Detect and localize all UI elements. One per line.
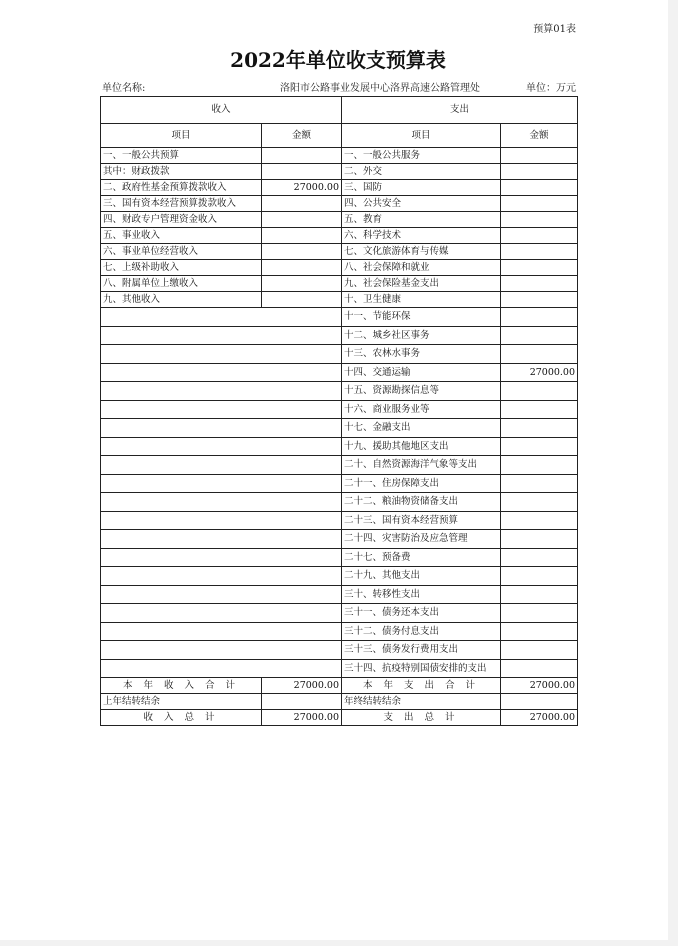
table-row — [101, 400, 578, 419]
income-amount-cell — [262, 148, 342, 164]
expense-item-cell: 二十四、灾害防治及应急管理 — [342, 530, 501, 549]
income-item-cell: 六、事业单位经营收入 — [101, 244, 262, 260]
expense-amount-cell — [501, 148, 578, 164]
table-row — [101, 308, 578, 327]
expense-item-cell: 二十九、其他支出 — [342, 567, 501, 586]
year-income-amount: 27000.00 — [262, 678, 342, 694]
income-empty-cell — [101, 382, 342, 401]
carry-in-label: 上年结转结余 — [101, 694, 262, 710]
income-item-cell: 八、附属单位上缴收入 — [101, 276, 262, 292]
table-row — [101, 244, 578, 260]
income-empty-cell — [101, 437, 342, 456]
expense-item-cell: 八、社会保障和就业 — [342, 260, 501, 276]
expense-amount-cell — [501, 585, 578, 604]
expense-item-cell: 三十、转移性支出 — [342, 585, 501, 604]
currency-unit: 单位：万元 — [526, 83, 576, 94]
table-row — [101, 437, 578, 456]
income-item-cell: 三、国有资本经营预算拨款收入 — [101, 196, 262, 212]
expense-item-cell: 十二、城乡社区事务 — [342, 326, 501, 345]
table-row — [101, 604, 578, 623]
table-row — [101, 585, 578, 604]
income-empty-cell — [101, 530, 342, 549]
unit-name-value: 洛阳市公路事业发展中心洛界高速公路管理处 — [280, 83, 480, 94]
year-total-row — [101, 678, 578, 694]
table-row — [101, 345, 578, 364]
expense-item-cell: 二、外交 — [342, 164, 501, 180]
section-header-row — [101, 97, 578, 124]
expense-item-cell: 四、公共安全 — [342, 196, 501, 212]
table-row — [101, 276, 578, 292]
expense-amount-cell — [501, 567, 578, 586]
page-title: 2022年单位收支预算表 — [230, 48, 446, 72]
expense-amount-cell — [501, 228, 578, 244]
expense-amount-cell — [501, 456, 578, 475]
income-empty-cell — [101, 345, 342, 364]
income-empty-cell — [101, 419, 342, 438]
year-expense-amount: 27000.00 — [501, 678, 578, 694]
expense-item-cell: 三十二、债务付息支出 — [342, 622, 501, 641]
table-row — [101, 196, 578, 212]
year-expense-label: 本 年 支 出 合 计 — [342, 678, 501, 694]
income-item-header: 项目 — [101, 124, 262, 148]
table-row — [101, 641, 578, 660]
expense-item-cell: 五、教育 — [342, 212, 501, 228]
income-amount-cell — [262, 196, 342, 212]
expense-item-header: 项目 — [342, 124, 501, 148]
expense-amount-cell — [501, 437, 578, 456]
table-row — [101, 511, 578, 530]
expense-amount-cell — [501, 641, 578, 660]
expense-item-cell: 十七、金融支出 — [342, 419, 501, 438]
income-empty-cell — [101, 585, 342, 604]
expense-amount-cell — [501, 622, 578, 641]
expense-item-cell: 三、国防 — [342, 180, 501, 196]
expense-amount-cell — [501, 345, 578, 364]
income-empty-cell — [101, 548, 342, 567]
income-empty-cell — [101, 400, 342, 419]
income-item-cell: 二、政府性基金预算拨款收入 — [101, 180, 262, 196]
table-row — [101, 363, 578, 382]
expense-amount-cell — [501, 493, 578, 512]
expense-item-cell: 二十二、粮油物资储备支出 — [342, 493, 501, 512]
expense-amount-cell — [501, 326, 578, 345]
expense-item-cell: 二十三、国有资本经营预算 — [342, 511, 501, 530]
table-row — [101, 326, 578, 345]
table-row — [101, 474, 578, 493]
table-row — [101, 164, 578, 180]
income-amount-cell — [262, 228, 342, 244]
table-row — [101, 530, 578, 549]
income-amount-cell — [262, 276, 342, 292]
carry-out-label: 年终结转结余 — [342, 694, 501, 710]
table-row — [101, 212, 578, 228]
income-item-cell: 其中：财政拨款 — [101, 164, 262, 180]
income-empty-cell — [101, 567, 342, 586]
table-row — [101, 180, 578, 196]
table-row — [101, 419, 578, 438]
expense-amount-cell — [501, 244, 578, 260]
table-row — [101, 228, 578, 244]
income-empty-cell — [101, 622, 342, 641]
income-empty-cell — [101, 456, 342, 475]
expense-amount-header: 金额 — [501, 124, 578, 148]
income-empty-cell — [101, 326, 342, 345]
expense-amount-cell — [501, 164, 578, 180]
expense-amount-cell — [501, 419, 578, 438]
expense-amount-cell — [501, 530, 578, 549]
expense-item-cell: 十九、援助其他地区支出 — [342, 437, 501, 456]
expense-amount-cell — [501, 548, 578, 567]
income-amount-cell — [262, 212, 342, 228]
table-row — [101, 659, 578, 678]
expense-item-cell: 十三、农林水事务 — [342, 345, 501, 364]
year-income-label: 本 年 收 入 合 计 — [101, 678, 262, 694]
expense-amount-cell — [501, 212, 578, 228]
table-row — [101, 260, 578, 276]
expense-amount-cell — [501, 180, 578, 196]
budget-table — [100, 96, 578, 726]
income-empty-cell — [101, 604, 342, 623]
income-item-cell: 九、其他收入 — [101, 292, 262, 308]
grand-total-row — [101, 710, 578, 726]
income-amount-header: 金额 — [262, 124, 342, 148]
expense-section-header: 支出 — [342, 97, 578, 124]
income-item-cell: 七、上级补助收入 — [101, 260, 262, 276]
expense-item-cell: 二十、自然资源海洋气象等支出 — [342, 456, 501, 475]
unit-name-label: 单位名称: — [102, 83, 146, 94]
expense-amount-cell — [501, 604, 578, 623]
income-empty-cell — [101, 308, 342, 327]
expense-item-cell: 三十一、债务还本支出 — [342, 604, 501, 623]
carry-in-amount — [262, 694, 342, 710]
table-row — [101, 567, 578, 586]
expense-item-cell: 六、科学技术 — [342, 228, 501, 244]
income-empty-cell — [101, 474, 342, 493]
income-empty-cell — [101, 659, 342, 678]
expense-amount-cell — [501, 292, 578, 308]
expense-amount-cell — [501, 659, 578, 678]
income-item-cell: 一、一般公共预算 — [101, 148, 262, 164]
expense-item-cell: 三十三、债务发行费用支出 — [342, 641, 501, 660]
expense-item-cell: 九、社会保险基金支出 — [342, 276, 501, 292]
income-section-header: 收入 — [101, 97, 342, 124]
income-empty-cell — [101, 363, 342, 382]
income-total-amount: 27000.00 — [262, 710, 342, 726]
income-empty-cell — [101, 641, 342, 660]
income-empty-cell — [101, 511, 342, 530]
expense-item-cell: 二十七、预备费 — [342, 548, 501, 567]
expense-amount-cell — [501, 308, 578, 327]
expense-item-cell: 七、文化旅游体育与传媒 — [342, 244, 501, 260]
table-row — [101, 148, 578, 164]
table-row — [101, 493, 578, 512]
income-empty-cell — [101, 493, 342, 512]
expense-item-cell: 十六、商业服务业等 — [342, 400, 501, 419]
expense-item-cell: 十一、节能环保 — [342, 308, 501, 327]
expense-item-cell: 二十一、住房保障支出 — [342, 474, 501, 493]
income-amount-cell — [262, 260, 342, 276]
expense-amount-cell — [501, 511, 578, 530]
table-row — [101, 382, 578, 401]
expense-total-label: 支 出 总 计 — [342, 710, 501, 726]
income-amount-cell — [262, 164, 342, 180]
carry-out-amount — [501, 694, 578, 710]
expense-item-cell: 十、卫生健康 — [342, 292, 501, 308]
expense-amount-cell — [501, 260, 578, 276]
expense-amount-cell — [501, 382, 578, 401]
income-amount-cell — [262, 292, 342, 308]
expense-item-cell: 十四、交通运输 — [342, 363, 501, 382]
form-code: 预算01表 — [533, 24, 576, 35]
income-item-cell: 四、财政专户管理资金收入 — [101, 212, 262, 228]
table-row — [101, 622, 578, 641]
expense-total-amount: 27000.00 — [501, 710, 578, 726]
expense-amount-cell — [501, 400, 578, 419]
income-amount-cell — [262, 244, 342, 260]
column-header-row — [101, 124, 578, 148]
income-total-label: 收 入 总 计 — [101, 710, 262, 726]
table-row — [101, 456, 578, 475]
carry-over-row — [101, 694, 578, 710]
expense-item-cell: 一、一般公共服务 — [342, 148, 501, 164]
table-row — [101, 292, 578, 308]
expense-amount-cell: 27000.00 — [501, 363, 578, 382]
expense-item-cell: 三十四、抗疫特别国债安排的支出 — [342, 659, 501, 678]
expense-amount-cell — [501, 474, 578, 493]
table-row — [101, 548, 578, 567]
expense-amount-cell — [501, 196, 578, 212]
expense-amount-cell — [501, 276, 578, 292]
income-item-cell: 五、事业收入 — [101, 228, 262, 244]
expense-item-cell: 十五、资源勘探信息等 — [342, 382, 501, 401]
income-amount-cell: 27000.00 — [262, 180, 342, 196]
